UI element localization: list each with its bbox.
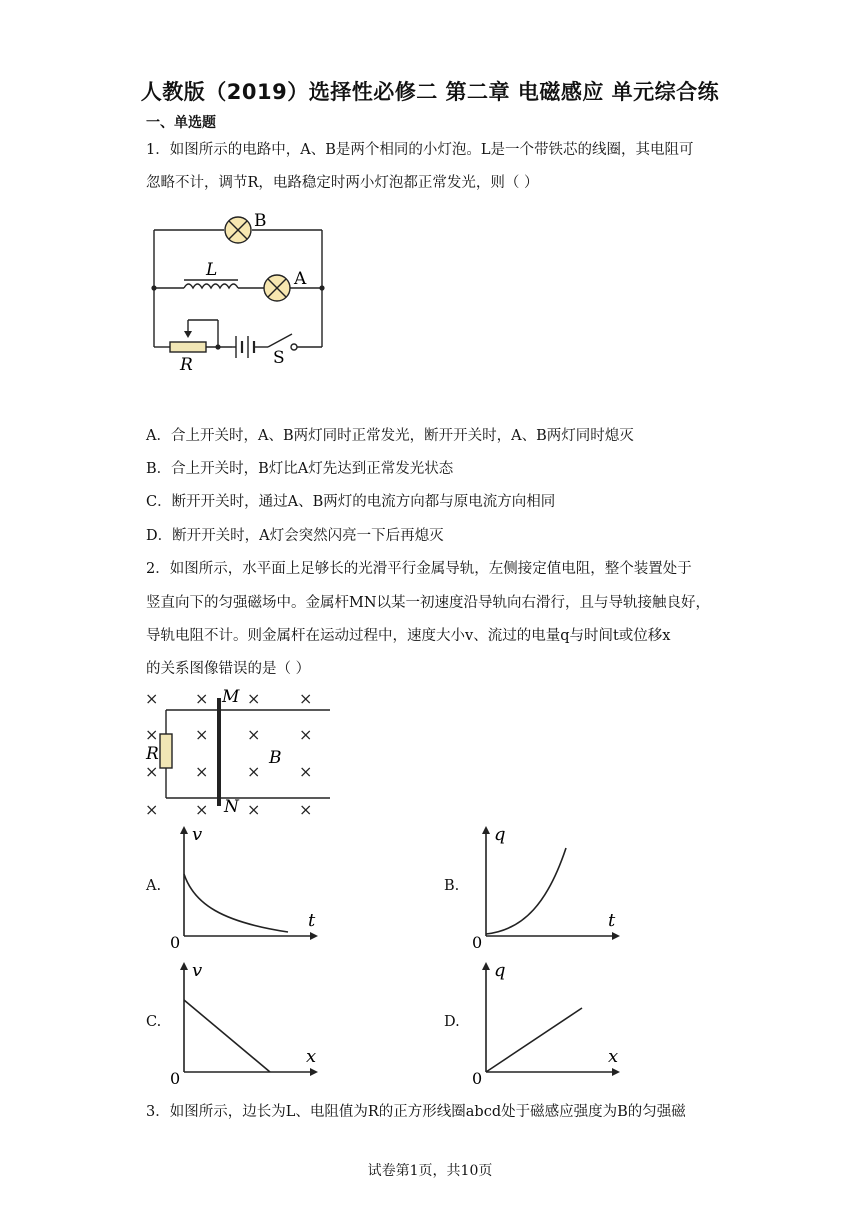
q2-stem-line2: 竖直向下的匀强磁场中。金属杆MN以某一初速度沿导轨向右滑行，且与导轨接触良好， [146, 595, 711, 611]
resistor-r-label: R [180, 355, 193, 375]
svg-text:×: × [145, 725, 159, 744]
svg-text:×: × [299, 762, 313, 781]
q2-graph-a[interactable] [166, 822, 326, 950]
rod-m-label: M [222, 687, 240, 707]
q1-circuit-diagram [140, 200, 340, 380]
q1-option-b[interactable]: B．合上开关时，B灯比A灯先达到正常发光状态 [146, 461, 454, 477]
graph-d-ylabel: q [494, 960, 506, 981]
svg-text:×: × [247, 762, 261, 781]
graph-b-xlabel: t [608, 910, 616, 931]
q2-stem-line1: 2．如图所示，水平面上足够长的光滑平行金属导轨，左侧接定值电阻，整个装置处于 [146, 561, 692, 577]
graph-d-origin: 0 [472, 1069, 483, 1086]
svg-text:×: × [299, 800, 313, 819]
graph-d-xlabel: x [608, 1046, 619, 1067]
page-footer: 试卷第1页，共10页 [367, 1163, 493, 1179]
svg-text:×: × [247, 689, 261, 708]
q2-option-c-label[interactable]: C. [146, 1014, 162, 1030]
svg-text:×: × [195, 725, 209, 744]
q2-stem-line4: 的关系图像错误的是（ ） [146, 661, 311, 677]
lamp-a-label: A [294, 269, 307, 289]
svg-text:×: × [145, 800, 159, 819]
q1-option-d[interactable]: D．断开开关时，A灯会突然闪亮一下后再熄灭 [146, 528, 444, 544]
q2-graph-b[interactable] [468, 822, 628, 950]
graph-b-origin: 0 [472, 933, 483, 950]
graph-c-origin: 0 [170, 1069, 181, 1086]
svg-text:×: × [247, 725, 261, 744]
rod-n-label: N [224, 797, 239, 817]
graph-b-ylabel: q [494, 824, 506, 845]
q2-rail-diagram [140, 684, 340, 820]
resistor-r-label: R [146, 744, 159, 764]
graph-c-ylabel: v [192, 960, 203, 981]
switch-s-label: S [273, 348, 285, 368]
graph-c-xlabel: x [306, 1046, 317, 1067]
q1-stem-line2: 忽略不计，调节R，电路稳定时两小灯泡都正常发光，则（ ） [146, 175, 539, 191]
svg-text:×: × [195, 762, 209, 781]
svg-text:×: × [299, 725, 313, 744]
q2-option-d-label[interactable]: D. [444, 1014, 460, 1030]
field-b-label: B [269, 748, 282, 768]
q2-graph-c[interactable] [166, 958, 326, 1086]
inductor-l-label: L [206, 260, 218, 280]
lamp-b-label: B [254, 211, 267, 231]
page-title: 人教版（2019）选择性必修二 第二章 电磁感应 单元综合练 [140, 80, 720, 104]
q2-option-a-label[interactable]: A. [146, 878, 162, 894]
graph-a-xlabel: t [308, 910, 316, 931]
q1-option-a[interactable]: A．合上开关时，A、B两灯同时正常发光，断开开关时，A、B两灯同时熄灭 [146, 428, 634, 444]
graph-a-origin: 0 [170, 933, 181, 950]
q3-stem-line1: 3．如图所示，边长为L、电阻值为R的正方形线圈abcd处于磁感应强度为B的匀强磁 [146, 1104, 686, 1120]
svg-text:×: × [247, 800, 261, 819]
svg-text:×: × [195, 689, 209, 708]
graph-a-ylabel: v [192, 824, 203, 845]
q1-option-c[interactable]: C．断开开关时，通过A、B两灯的电流方向都与原电流方向相同 [146, 494, 556, 510]
svg-text:×: × [299, 689, 313, 708]
svg-text:×: × [195, 800, 209, 819]
svg-text:×: × [145, 762, 159, 781]
q2-stem-line3: 导轨电阻不计。则金属杆在运动过程中，速度大小v、流过的电量q与时间t或位移x [146, 628, 671, 644]
svg-text:×: × [145, 689, 159, 708]
section-title: 一、单选题 [146, 115, 216, 131]
q1-stem-line1: 1．如图所示的电路中，A、B是两个相同的小灯泡。L是一个带铁芯的线圈，其电阻可 [146, 142, 694, 158]
q2-graph-d[interactable] [468, 958, 628, 1086]
q2-option-b-label[interactable]: B. [444, 878, 460, 894]
